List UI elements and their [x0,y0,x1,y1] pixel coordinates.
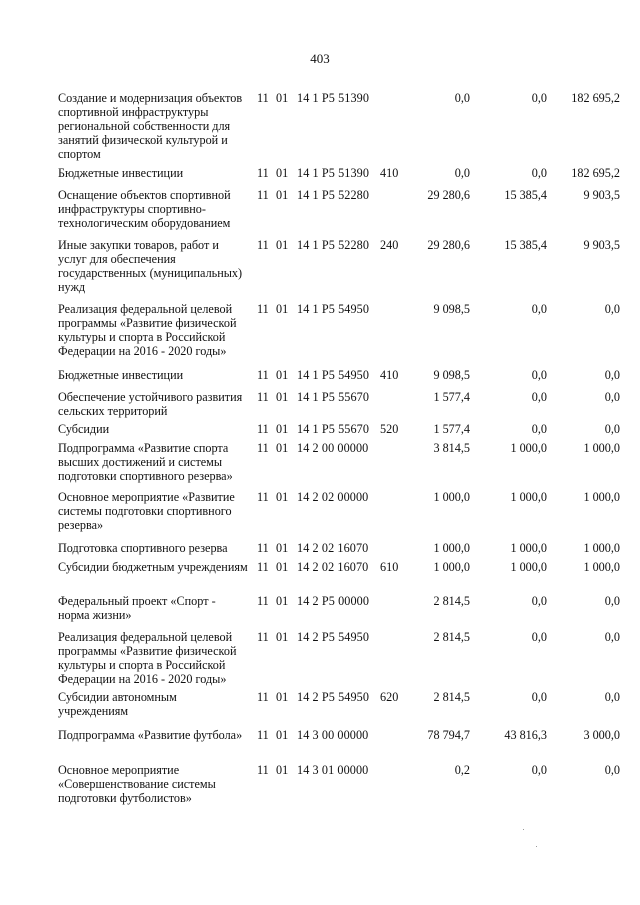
subsection-code: 01 [276,302,289,316]
target-article-code: 14 2 00 00000 [297,441,369,455]
row-name: Иные закупки товаров, работ и услуг для обеспечения государственных (муниципальных) нужд [58,238,243,294]
row-name: Субсидии [58,422,110,436]
target-article-code: 14 1 P5 52280 [297,238,370,252]
row-name: Основное мероприятие «Совершенствование системы подготовки футболистов» [58,763,216,805]
target-article-code: 14 1 P5 55670 [297,422,370,436]
row-name: Бюджетные инвестиции [58,166,184,180]
amount-2021: 0,0 [604,630,620,644]
amount-2020: 0,0 [531,368,547,382]
amount-2019: 29 280,6 [427,188,470,202]
section-code: 11 [257,541,269,555]
amount-2019: 1 577,4 [433,390,470,404]
subsection-code: 01 [276,763,289,777]
row-name: Субсидии бюджетным учреждениям [58,560,248,574]
amount-2021: 9 903,5 [583,238,620,252]
amount-2020: 0,0 [531,594,547,608]
amount-2020: 0,0 [531,390,547,404]
target-article-code: 14 3 01 00000 [297,763,369,777]
amount-2019: 0,2 [454,763,470,777]
section-code: 11 [257,594,269,608]
subsection-code: 01 [276,390,289,404]
amount-2021: 1 000,0 [583,441,620,455]
amount-2019: 2 814,5 [433,594,470,608]
expense-type-code: 240 [380,238,399,252]
amount-2019: 9 098,5 [433,302,470,316]
subsection-code: 01 [276,188,289,202]
amount-2021: 0,0 [604,368,620,382]
table-row [0,302,640,362]
table-row [0,630,640,690]
target-article-code: 14 2 P5 54950 [297,690,370,704]
amount-2020: 1 000,0 [510,490,547,504]
section-code: 11 [257,166,269,180]
expense-type-code: 410 [380,166,399,180]
subsection-code: 01 [276,630,289,644]
amount-2021: 182 695,2 [571,91,620,105]
amount-2021: 182 695,2 [571,166,620,180]
row-name: Федеральный проект «Спорт - норма жизни» [58,594,216,622]
amount-2019: 0,0 [454,166,470,180]
target-article-code: 14 2 P5 00000 [297,594,370,608]
section-code: 11 [257,690,269,704]
amount-2021: 3 000,0 [583,728,620,742]
subsection-code: 01 [276,594,289,608]
amount-2021: 0,0 [604,763,620,777]
subsection-code: 01 [276,490,289,504]
subsection-code: 01 [276,422,289,436]
section-code: 11 [257,368,269,382]
row-name: Оснащение объектов спортивной инфраструктуры спортивно-технологическим оборудованием [58,188,231,230]
target-article-code: 14 3 00 00000 [297,728,369,742]
expense-type-code: 620 [380,690,399,704]
amount-2021: 1 000,0 [583,541,620,555]
amount-2020: 0,0 [531,302,547,316]
amount-2020: 0,0 [531,166,547,180]
row-name: Подпрограмма «Развитие футбола» [58,728,243,742]
amount-2020: 1 000,0 [510,541,547,555]
row-name: Реализация федеральной целевой программы «Развитие физической культуры и спорта в Российской Федерации на 2016 - 2020 годы» [58,302,237,358]
amount-2021: 1 000,0 [583,560,620,574]
expense-type-code: 520 [380,422,399,436]
amount-2021: 0,0 [604,594,620,608]
target-article-code: 14 2 02 16070 [297,560,369,574]
amount-2020: 43 816,3 [504,728,547,742]
target-article-code: 14 1 P5 52280 [297,188,370,202]
amount-2019: 2 814,5 [433,690,470,704]
amount-2019: 9 098,5 [433,368,470,382]
row-name: Подготовка спортивного резерва [58,541,228,555]
subsection-code: 01 [276,560,289,574]
amount-2019: 1 000,0 [433,560,470,574]
target-article-code: 14 2 P5 54950 [297,630,370,644]
expense-type-code: 610 [380,560,399,574]
scan-artifact [523,829,524,830]
amount-2021: 0,0 [604,690,620,704]
section-code: 11 [257,763,269,777]
amount-2019: 2 814,5 [433,630,470,644]
amount-2020: 0,0 [531,91,547,105]
target-article-code: 14 1 P5 54950 [297,368,370,382]
amount-2021: 0,0 [604,302,620,316]
section-code: 11 [257,91,269,105]
target-article-code: 14 1 P5 51390 [297,91,370,105]
section-code: 11 [257,390,269,404]
amount-2021: 0,0 [604,390,620,404]
amount-2020: 1 000,0 [510,560,547,574]
amount-2021: 9 903,5 [583,188,620,202]
amount-2020: 15 385,4 [504,188,547,202]
scan-artifact [536,846,537,847]
amount-2020: 1 000,0 [510,441,547,455]
amount-2019: 29 280,6 [427,238,470,252]
section-code: 11 [257,441,269,455]
amount-2019: 1 000,0 [433,490,470,504]
amount-2020: 0,0 [531,763,547,777]
subsection-code: 01 [276,166,289,180]
subsection-code: 01 [276,441,289,455]
amount-2019: 78 794,7 [427,728,470,742]
amount-2019: 1 000,0 [433,541,470,555]
section-code: 11 [257,302,269,316]
table-row [0,763,640,823]
row-name: Основное мероприятие «Развитие системы подготовки спортивного резерва» [58,490,235,532]
subsection-code: 01 [276,368,289,382]
expense-type-code: 410 [380,368,399,382]
section-code: 11 [257,422,269,436]
subsection-code: 01 [276,238,289,252]
section-code: 11 [257,560,269,574]
table-row [0,91,640,161]
row-name: Субсидии автономным учреждениям [58,690,177,718]
amount-2020: 15 385,4 [504,238,547,252]
section-code: 11 [257,490,269,504]
section-code: 11 [257,188,269,202]
section-code: 11 [257,728,269,742]
subsection-code: 01 [276,541,289,555]
subsection-code: 01 [276,728,289,742]
target-article-code: 14 2 02 16070 [297,541,369,555]
row-name: Бюджетные инвестиции [58,368,184,382]
amount-2021: 1 000,0 [583,490,620,504]
amount-2019: 0,0 [454,91,470,105]
amount-2020: 0,0 [531,690,547,704]
subsection-code: 01 [276,91,289,105]
page-number: 403 [310,51,330,66]
amount-2021: 0,0 [604,422,620,436]
subsection-code: 01 [276,690,289,704]
table-row [0,238,640,298]
section-code: 11 [257,238,269,252]
row-name: Обеспечение устойчивого развития сельских территорий [58,390,243,418]
target-article-code: 14 2 02 00000 [297,490,369,504]
row-name: Подпрограмма «Развитие спорта высших достижений и системы подготовки спортивного резерва» [58,441,233,483]
section-code: 11 [257,630,269,644]
amount-2019: 3 814,5 [433,441,470,455]
target-article-code: 14 1 P5 54950 [297,302,370,316]
amount-2019: 1 577,4 [433,422,470,436]
row-name: Реализация федеральной целевой программы «Развитие физической культуры и спорта в Российской Федерации на 2016 - 2020 годы» [58,630,237,686]
target-article-code: 14 1 P5 51390 [297,166,370,180]
target-article-code: 14 1 P5 55670 [297,390,370,404]
amount-2020: 0,0 [531,422,547,436]
row-name: Создание и модернизация объектов спортивной инфраструктуры региональной собственности для занятий физической культурой и спортом [58,91,243,161]
amount-2020: 0,0 [531,630,547,644]
